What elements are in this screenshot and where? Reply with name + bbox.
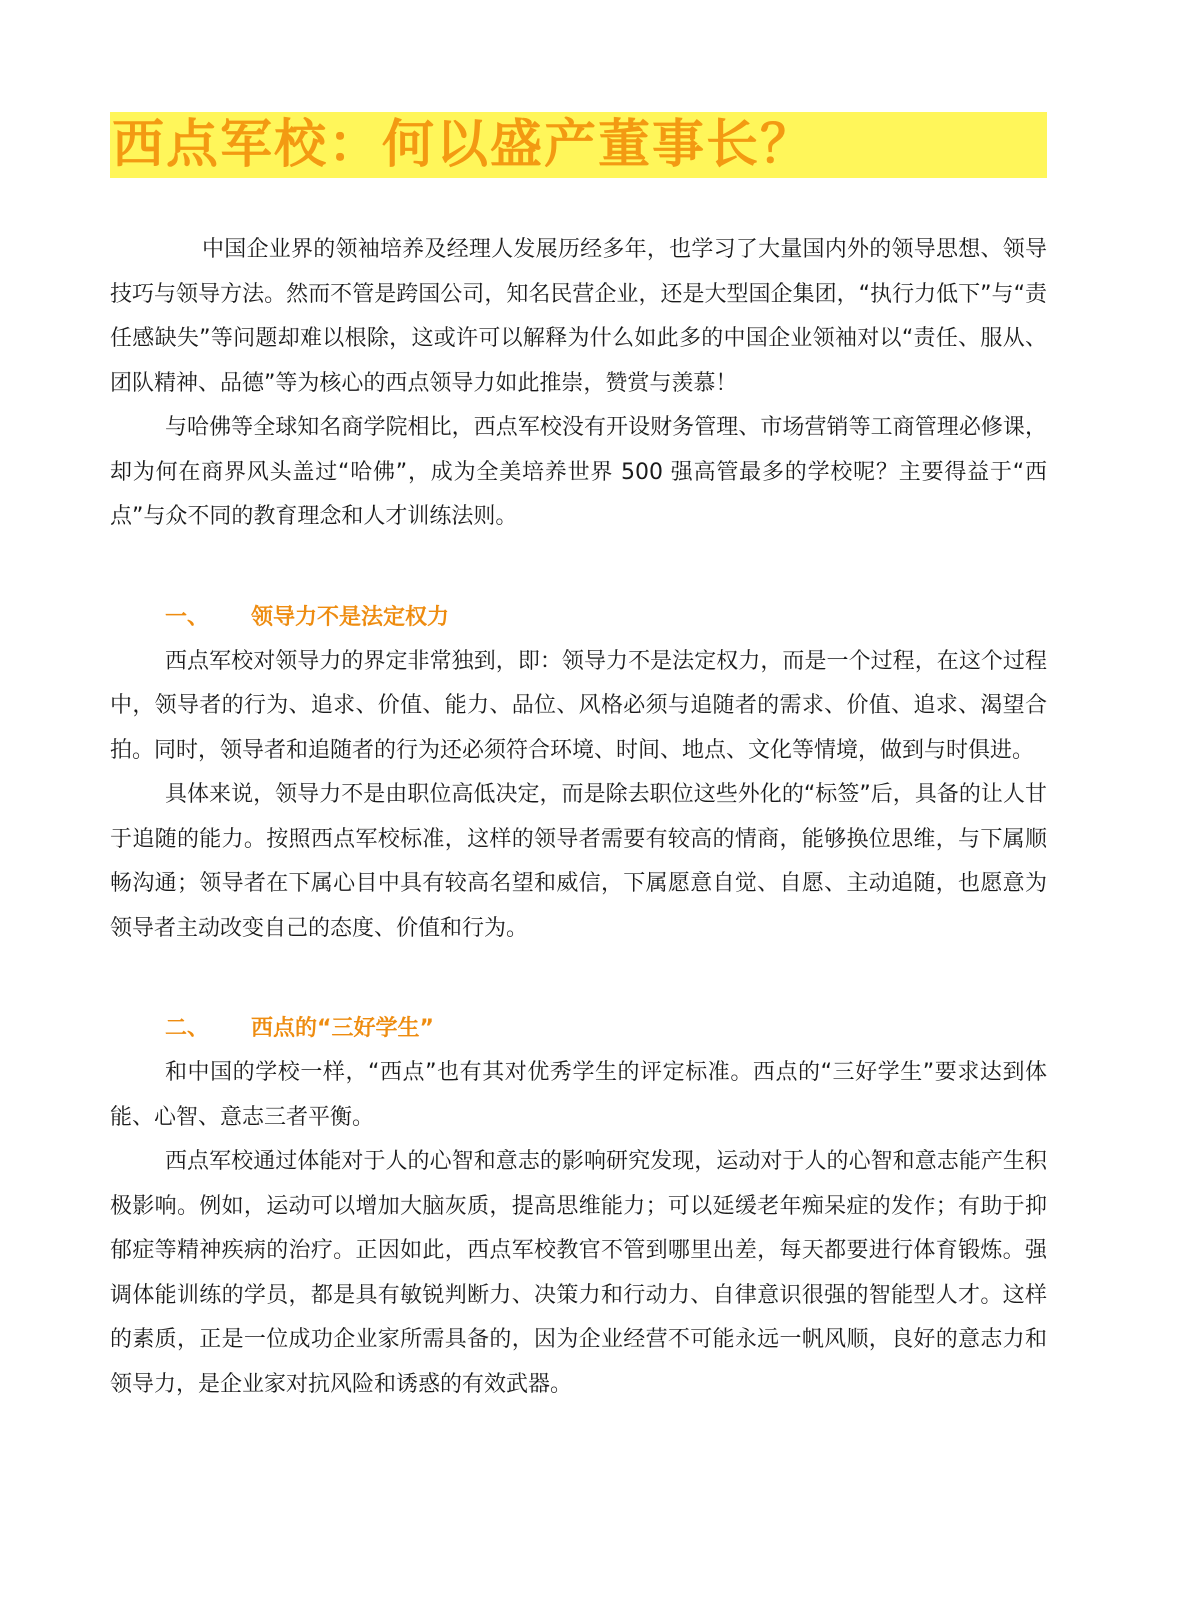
- section-paragraph: 具体来说，领导力不是由职位高低决定，而是除去职位这些外化的“标签”后，具备的让人甘于追随的能力。按照西点军校标准，这样的领导者需要有较高的情商，能够换位思维，与下属顺畅沟通；领导者在下属心目中具有较高名望和威信，下属愿意自觉、自愿、主动追随，也愿意为领导者主动改变自己的态度、价值和行为。: [110, 782, 1047, 941]
- title-highlight: [110, 112, 1047, 178]
- section-heading: [110, 596, 1047, 640]
- page-title: 西点军校：何以盛产董事长？: [112, 115, 815, 175]
- section-paragraph: 和中国的学校一样，“西点”也有其对优秀学生的评定标准。西点的“三好学生”要求达到体能、心智、意志三者平衡。: [110, 1060, 1047, 1130]
- intro-paragraph: 中国企业界的领袖培养及经理人发展历经多年，也学习了大量国内外的领导思想、领导技巧与领导方法。然而不管是跨国公司，知名民营企业，还是大型国企集团，“执行力低下”与“责任感缺失”等问题却难以根除，这或许可以解释为什么如此多的中国企业领袖对以“责任、服从、团队精神、品德”等为核心的西点领导力如此推崇，赞赏与羡慕！: [110, 237, 1047, 396]
- intro-paragraph: 与哈佛等全球知名商学院相比，西点军校没有开设财务管理、市场营销等工商管理必修课，却为何在商界风头盖过“哈佛”，成为全美培养世界 500 强高管最多的学校呢？主要得益于“西点”与众不同的教育理念和人才训练法则。: [110, 415, 1047, 529]
- section-heading-text: 西点的“三好学生”: [251, 1016, 434, 1041]
- section-paragraph: 西点军校通过体能对于人的心智和意志的影响研究发现，运动对于人的心智和意志能产生积极影响。例如，运动可以增加大脑灰质，提高思维能力；可以延缓老年痴呆症的发作；有助于抑郁症等精神疾病的治疗。正因如此，西点军校教官不管到哪里出差，每天都要进行体育锻炼。强调体能训练的学员，都是具有敏锐判断力、决策力和行动力、自律意识很强的智能型人才。这样的素质，正是一位成功企业家所需具备的，因为企业经营不可能永远一帆风顺，良好的意志力和领导力，是企业家对抗风险和诱惑的有效武器。: [110, 1149, 1047, 1397]
- section-heading-text: 领导力不是法定权力: [251, 604, 450, 630]
- article-body: [110, 228, 1047, 1407]
- section-number: 一、: [165, 604, 210, 630]
- section-number: 二、: [165, 1016, 210, 1041]
- document-page: [110, 112, 1047, 1407]
- section-heading: [110, 1007, 1047, 1051]
- section-paragraph: 西点军校对领导力的界定非常独到，即：领导力不是法定权力，而是一个过程，在这个过程中，领导者的行为、追求、价值、能力、品位、风格必须与追随者的需求、价值、追求、渴望合拍。同时，领导者和追随者的行为还必须符合环境、时间、地点、文化等情境，做到与时俱进。: [110, 648, 1047, 763]
